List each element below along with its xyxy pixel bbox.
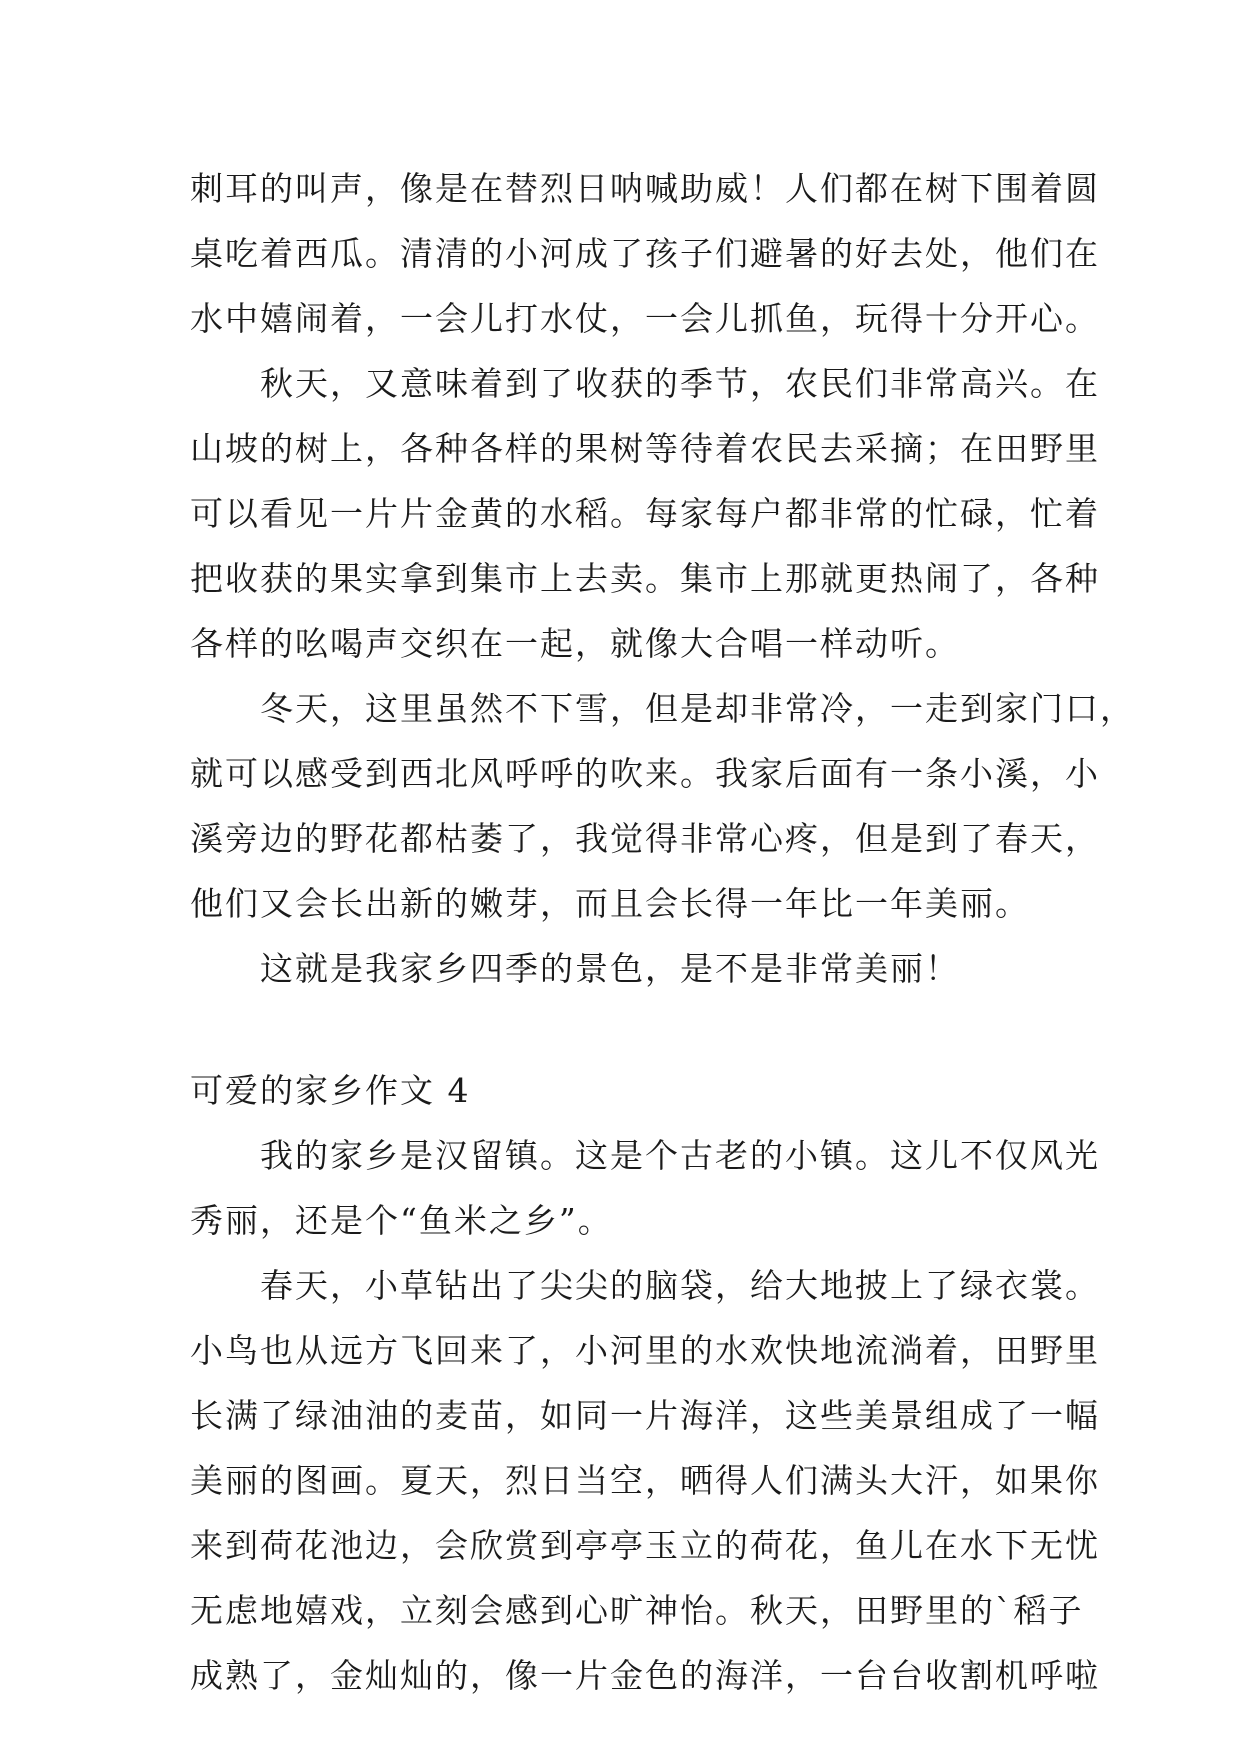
text-line: 溪旁边的野花都枯萎了，我觉得非常心疼，但是到了春天， bbox=[190, 819, 1100, 858]
essay-title: 可爱的家乡作文 4 bbox=[190, 1071, 471, 1110]
text-line: 来到荷花池边，会欣赏到亭亭玉立的荷花，鱼儿在水下无忧 bbox=[190, 1526, 1100, 1565]
text-line: 秀丽，还是个“鱼米之乡”。 bbox=[190, 1201, 613, 1240]
text-line: 冬天，这里虽然不下雪，但是却非常冷，一走到家门口， bbox=[190, 689, 1135, 728]
document-body bbox=[190, 156, 1135, 1708]
text-line: 把收获的果实拿到集市上去卖。集市上那就更热闹了，各种 bbox=[190, 559, 1100, 598]
text-line: 这就是我家乡四季的景色，是不是非常美丽！ bbox=[190, 949, 960, 988]
text-line: 春天，小草钻出了尖尖的脑袋，给大地披上了绿衣裳。 bbox=[190, 1266, 1100, 1305]
essay-section-4 bbox=[190, 1123, 1100, 1708]
text-line: 无虑地嬉戏，立刻会感到心旷神怡。秋天，田野里的`稻子 bbox=[190, 1591, 1084, 1630]
text-line: 他们又会长出新的嫩芽，而且会长得一年比一年美丽。 bbox=[190, 884, 1030, 923]
text-line: 各样的吆喝声交织在一起，就像大合唱一样动听。 bbox=[190, 624, 960, 663]
text-line: 就可以感受到西北风呼呼的吹来。我家后面有一条小溪，小 bbox=[190, 754, 1100, 793]
text-line: 桌吃着西瓜。清清的小河成了孩子们避暑的好去处，他们在 bbox=[190, 234, 1100, 273]
text-line: 美丽的图画。夏天，烈日当空，晒得人们满头大汗，如果你 bbox=[190, 1461, 1100, 1500]
text-line: 山坡的树上，各种各样的果树等待着农民去采摘；在田野里 bbox=[190, 429, 1100, 468]
text-line: 我的家乡是汉留镇。这是个古老的小镇。这儿不仅风光 bbox=[190, 1136, 1100, 1175]
text-line: 长满了绿油油的麦苗，如同一片海洋，这些美景组成了一幅 bbox=[190, 1396, 1100, 1435]
text-line: 刺耳的叫声，像是在替烈日呐喊助威！人们都在树下围着圆 bbox=[190, 169, 1100, 208]
text-line: 可以看见一片片金黄的水稻。每家每户都非常的忙碌，忙着 bbox=[190, 494, 1100, 533]
essay-section-previous bbox=[190, 156, 1135, 1001]
text-line: 成熟了，金灿灿的，像一片金色的海洋，一台台收割机呼啦 bbox=[190, 1656, 1100, 1695]
text-line: 水中嬉闹着，一会儿打水仗，一会儿抓鱼，玩得十分开心。 bbox=[190, 299, 1100, 338]
section-spacer bbox=[190, 1001, 1070, 1058]
text-line: 秋天，又意味着到了收获的季节，农民们非常高兴。在 bbox=[190, 364, 1100, 403]
text-line: 小鸟也从远方飞回来了，小河里的水欢快地流淌着，田野里 bbox=[190, 1331, 1100, 1370]
